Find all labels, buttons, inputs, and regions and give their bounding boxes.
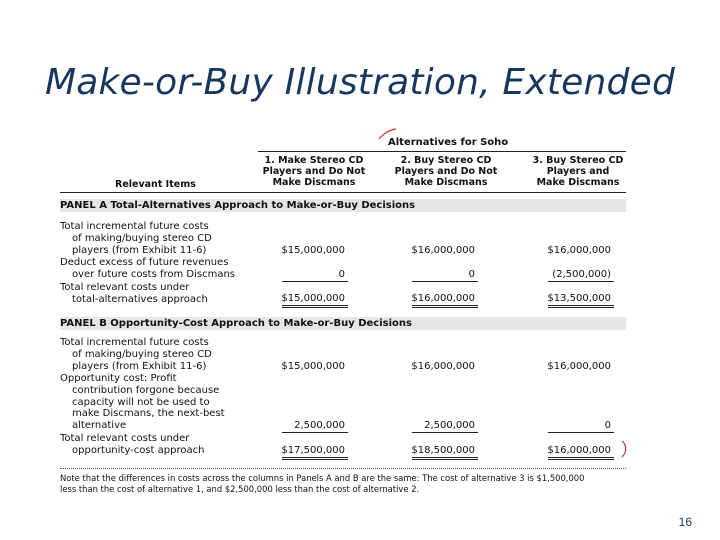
panel-a-row1-col1: $15,000,000 bbox=[281, 245, 345, 256]
panel-b-row3-col2: $18,500,000 bbox=[411, 445, 475, 456]
page-number: 16 bbox=[678, 515, 692, 529]
underline bbox=[412, 281, 478, 282]
panel-a-title: PANEL A Total-Alternatives Approach to Make-or-Buy Decisions bbox=[60, 200, 416, 211]
panel-b-row2-col1: 2,500,000 bbox=[294, 420, 345, 431]
double-underline bbox=[282, 457, 348, 460]
panel-a-row2-col3: (2,500,000) bbox=[552, 269, 611, 280]
note-divider bbox=[60, 468, 626, 469]
slide-title: Make-or-Buy Illustration, Extended bbox=[44, 62, 675, 103]
double-underline bbox=[412, 457, 478, 460]
panel-a-row1-col2: $16,000,000 bbox=[411, 245, 475, 256]
panel-b-row2-col2: 2,500,000 bbox=[424, 420, 475, 431]
red-bracket-mark bbox=[620, 440, 630, 458]
panel-b-row1-col1: $15,000,000 bbox=[281, 361, 345, 372]
panel-b-row1-label: Total incremental future costs of making/buying stereo CD players (from Exhibit 11-6) bbox=[60, 337, 212, 372]
panel-b-row3-col1: $17,500,000 bbox=[281, 445, 345, 456]
panel-b-row2-label: Opportunity cost: Profit contribution forgone because capacity will not be used to make Discmans, the next-best alternative bbox=[60, 373, 225, 432]
double-underline bbox=[282, 305, 348, 308]
panel-a-row2-label: Deduct excess of future revenues over future costs from Discmans bbox=[60, 257, 236, 280]
underline bbox=[282, 432, 348, 433]
panel-a-row3-col1: $15,000,000 bbox=[281, 293, 345, 304]
panel-a-row3-label: Total relevant costs under total-alternatives approach bbox=[60, 282, 208, 305]
panel-a-row1-col3: $16,000,000 bbox=[547, 245, 611, 256]
col1-header: 1. Make Stereo CD Players and Do Not Make Discmans bbox=[262, 155, 366, 188]
panel-b-row2-col3: 0 bbox=[604, 420, 611, 431]
exhibit-note: Note that the differences in costs across the columns in Panels A and B are the same: The cost of alternative 3 is $1,500,000 less than the cost of alternative 1, and $2,500,000 less than the cost of alternative 2. bbox=[60, 473, 585, 494]
panel-a-row1-label: Total incremental future costs of making/buying stereo CD players (from Exhibit 11-6) bbox=[60, 221, 212, 256]
panel-a-row2-col2: 0 bbox=[468, 269, 475, 280]
alternatives-title: Alternatives for Soho bbox=[388, 137, 509, 148]
panel-b-title: PANEL B Opportunity-Cost Approach to Make-or-Buy Decisions bbox=[60, 318, 412, 329]
double-underline bbox=[548, 457, 614, 460]
header-bottom-rule bbox=[60, 192, 626, 193]
relevant-items-header: Relevant Items bbox=[115, 179, 196, 190]
panel-a-row3-col2: $16,000,000 bbox=[411, 293, 475, 304]
panel-b-row1-col2: $16,000,000 bbox=[411, 361, 475, 372]
col3-header: 3. Buy Stereo CD Players and Make Discmans bbox=[532, 155, 624, 188]
underline bbox=[548, 432, 614, 433]
make-or-buy-exhibit bbox=[60, 128, 626, 498]
panel-a-row3-col3: $13,500,000 bbox=[547, 293, 611, 304]
col2-header: 2. Buy Stereo CD Players and Do Not Make Discmans bbox=[394, 155, 498, 188]
header-rule bbox=[258, 151, 626, 152]
panel-a-row2-col1: 0 bbox=[338, 269, 345, 280]
panel-b-row3-col3: $16,000,000 bbox=[547, 445, 611, 456]
underline bbox=[412, 432, 478, 433]
underline bbox=[548, 281, 614, 282]
underline bbox=[282, 281, 348, 282]
panel-b-row1-col3: $16,000,000 bbox=[547, 361, 611, 372]
double-underline bbox=[548, 305, 614, 308]
double-underline bbox=[412, 305, 478, 308]
panel-b-row3-label: Total relevant costs under opportunity-cost approach bbox=[60, 433, 205, 456]
